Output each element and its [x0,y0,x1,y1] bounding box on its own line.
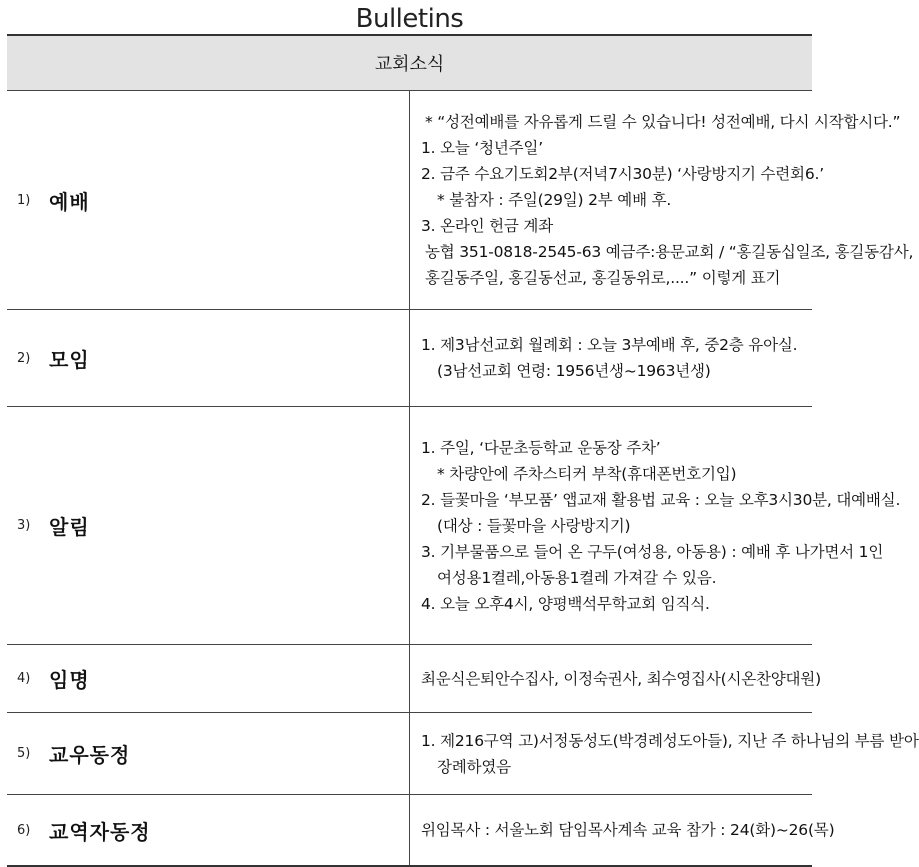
content-line: * 불참자 : 주일(29일) 2부 예배 후. [437,191,672,209]
table-row [7,407,812,645]
row-number: 3) [17,518,31,533]
content-cell [410,310,813,407]
content-line: 1. 오늘 ‘청년주일’ [421,139,543,157]
category-cell [7,795,410,867]
content-line: 2. 금주 수요기도회2부(저녁7시30분) ‘사랑방지기 수련회6.’ [421,165,824,183]
content-cell [410,713,919,795]
row-number: 1) [17,192,31,208]
content-line: * 차량안에 주차스티커 부착(휴대폰번호기입) [437,464,737,483]
row-number: 2) [17,350,31,366]
content-line: 2. 들꽃마을 ‘부모품’ 앱교재 활용법 교육 : 오늘 오후3시30분, 대예배실. [421,490,901,509]
content-cell [410,645,821,713]
page-title: Bulletins [355,4,464,34]
table-row [7,91,812,310]
row-number: 5) [17,746,31,761]
category-label: 모임 [49,347,90,372]
content-line: (3남선교회 연령: 1956년생~1963년생) [437,362,711,380]
content-line: 1. 제216구역 고)서정동성도(박경례성도아들), 지난 주 하나님의 부름 받아 [421,731,919,750]
content-cell [410,91,914,310]
category-label: 교우동정 [49,743,131,767]
table-row [7,795,812,867]
row-number: 6) [17,822,31,838]
content-line: 1. 주일, ‘다문초등학교 운동장 주차’ [421,438,661,457]
category-label: 예배 [49,189,90,214]
row-number: 4) [17,671,31,686]
category-label: 교역자동정 [49,819,151,844]
content-line: 장례하였음 [437,757,511,776]
content-line: 4. 오늘 오후4시, 양평백석무학교회 임직식. [421,594,710,613]
content-line: 위임목사 : 서울노회 담임목사계속 교육 참가 : 24(화)~26(목) [421,821,835,839]
content-cell [410,407,901,645]
content-line: (대상 : 들꽃마을 사랑방지기) [437,516,631,535]
bulletin-table [7,34,919,867]
category-label: 알림 [49,515,90,539]
table-row [7,713,812,795]
category-cell [7,713,410,795]
content-cell [410,795,835,867]
content-line: 최운식은퇴안수집사, 이정숙권사, 최수영집사(시온찬양대원) [421,669,821,688]
content-line: 1. 제3남선교회 월례회 : 오늘 3부예배 후, 중2층 유아실. [421,336,798,354]
category-cell [7,645,410,713]
content-line: 3. 기부물품으로 들어 온 구두(여성용, 아동용) : 예배 후 나가면서 1인 [421,542,884,561]
category-cell [7,91,410,310]
content-line: * “성전예배를 자유롭게 드릴 수 있습니다! 성전예배, 다시 시작합시다.” [425,113,901,131]
category-cell [7,407,410,645]
table-row [7,310,812,407]
category-label: 임명 [49,668,90,692]
table-row [7,645,812,713]
content-line: 여성용1켤레,아동용1켤레 가져갈 수 있음. [437,568,717,587]
content-line: 3. 온라인 헌금 계좌 [421,217,553,235]
table-header: 교회소식 [7,35,812,91]
content-line: 농협 351-0818-2545-63 예금주:용문교회 / “홍길동십일조, 홍길동감사, [425,243,914,261]
content-line: 홍길동주일, 홍길동선교, 홍길동위로,....” 이렇게 표기 [425,269,781,287]
category-cell [7,310,410,407]
